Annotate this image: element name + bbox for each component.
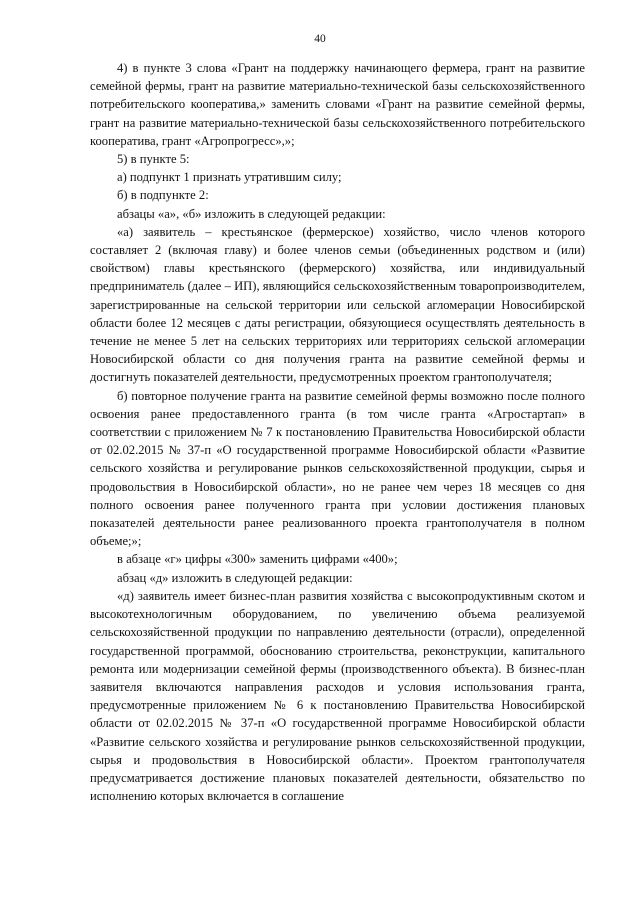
paragraph-subitem-a: а) подпункт 1 признать утратившим силу; bbox=[117, 170, 342, 185]
paragraph-abzac-d-business-plan: «д) заявитель имеет бизнес-план развития хозяйства с высокопродуктивным скотом и высокотехнологичным оборудованием, по увеличению объема реализуемой сельскохозяйственной продукции по направлению деятельности (отрасли), определенной государственной программой, обоснованию строительства, реконструкции, капитального ремонта или модернизации семейной фермы (производственного объекта). В бизнес-план заявителя включаются направления расходов и условия использования гранта, предусмотренные приложением № 6 к постановлению Правительства Новосибирской области от 02.02.2015 № 37-п «О государственной программе Новосибирской области «Развитие сельского хозяйства и регулирование рынков сельскохозяйственной продукции, сырья и продовольствия в Новосибирской области». Проектом грантополучателя предусматривается достижение плановых показателей деятельности, обязательство по исполнению которых включается в соглашение bbox=[90, 588, 585, 804]
paragraph-abzac-g-amount: в абзаце «г» цифры «300» заменить цифрами «400»; bbox=[117, 552, 398, 567]
paragraph-item-5-heading: 5) в пункте 5: bbox=[117, 152, 190, 167]
paragraph-abzacy-intro: абзацы «а», «б» изложить в следующей редакции: bbox=[117, 206, 386, 221]
paragraph-item-4-grant-titles: 4) в пункте 3 слова «Грант на поддержку начинающего фермера, грант на развитие семейной фермы, грант на развитие материально-технической базы сельскохозяйственного потребительского кооператива,» заменить словами «Грант на развитие семейной фермы, грант на развитие материально-технической базы сельскохозяйственного потребительского кооператива, грант «Агропрогресс»,»; bbox=[90, 61, 585, 148]
document-body bbox=[90, 59, 585, 805]
paragraph-subitem-b: б) в подпункте 2: bbox=[117, 188, 209, 203]
paragraph-abzac-d-intro: абзац «д» изложить в следующей редакции: bbox=[117, 570, 353, 585]
paragraph-abzac-a-applicant: «а) заявитель – крестьянское (фермерское) хозяйство, число членов которого составляет 2 (включая главу) и более членов семьи (объединенных родством и (или) свойством) главы крестьянского (фермерского) хозяйства, или индивидуальный предприниматель (далее – ИП), являющийся сельскохозяйственным товаропроизводителем, зарегистрированные на сельской территории или сельской агломерации Новосибирской области более 12 месяцев с даты регистрации, обязующиеся осуществлять деятельность в течение не менее 5 лет на сельских территориях или территориях сельской агломерации Новосибирской области со дня получения гранта на развитие семейной фермы и достигнуть показателей деятельности, предусмотренных проектом грантополучателя; bbox=[90, 224, 585, 385]
paragraph-abzac-b-repeat-grant: б) повторное получение гранта на развитие семейной фермы возможно после полного освоения ранее предоставленного гранта (в том числе гранта «Агростартап» в соответствии с приложением № 7 к постановлению Правительства Новосибирской области от 02.02.2015 № 37-п «О государственной программе Новосибирской области «Развитие сельского хозяйства и регулирование рынков сельскохозяйственной продукции, сырья и продовольствия в Новосибирской области», но не ранее чем через 18 месяцев со дня полного освоения ранее полученного гранта при условии достижения плановых показателей деятельности ранее реализованного проекта грантополучателя в полном объеме;»; bbox=[90, 388, 585, 549]
page-number: 40 bbox=[314, 33, 326, 45]
